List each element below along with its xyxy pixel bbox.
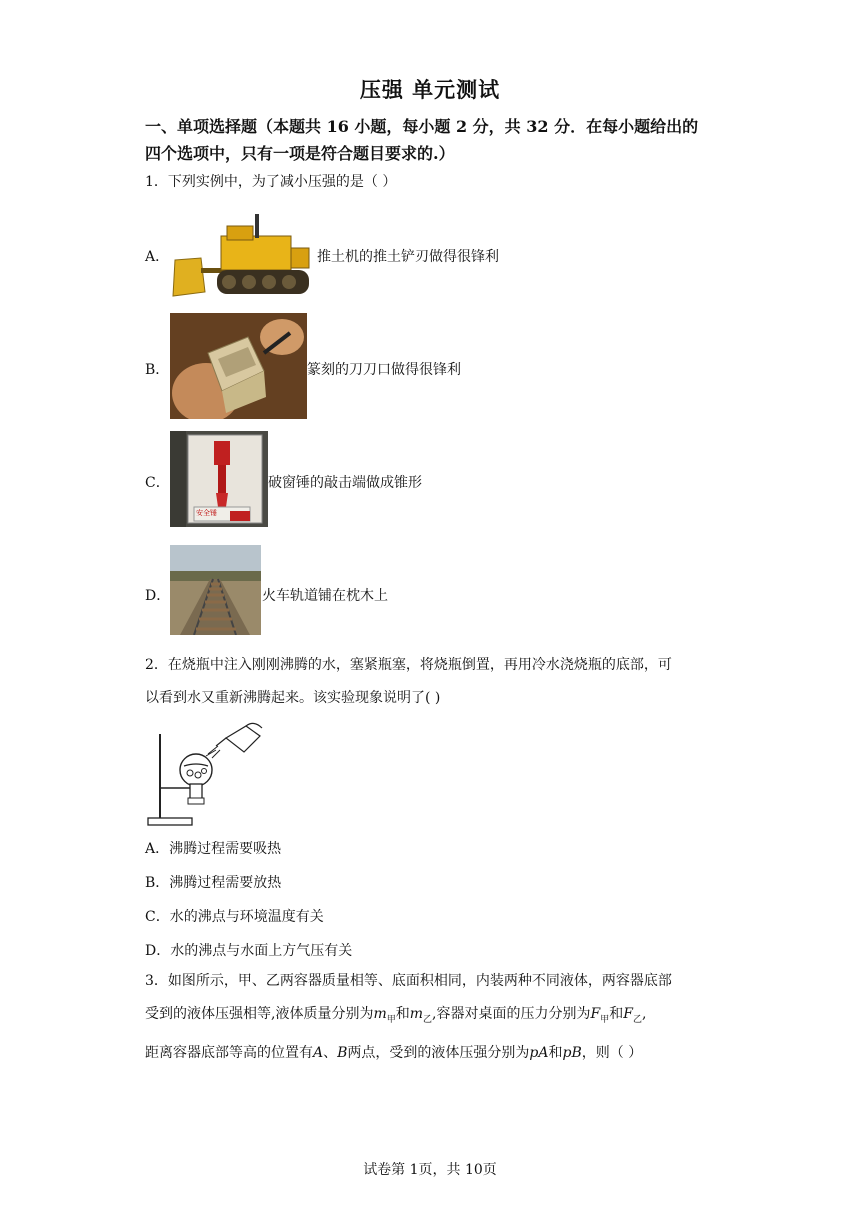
question-3-line2: 受到的液体压强相等,液体质量分别为$m_甲$和$m_乙$,容器对桌面的压力分别为$F_甲$和$F_乙$,	[145, 1006, 647, 1025]
safety-hammer-image	[170, 431, 268, 527]
q1-option-b-label: B．	[145, 362, 170, 378]
q2-option-c-text: 水的沸点与环境温度有关	[169, 909, 324, 925]
q1-option-a-label: A．	[145, 249, 170, 265]
q2-option-d-text: 水的沸点与水面上方气压有关	[170, 943, 353, 959]
safety-hammer-sign: 安全锤	[196, 509, 217, 517]
seal-carving-image	[170, 313, 307, 419]
q1-option-a-text: 推土机的推土铲刃做得很锋利	[317, 249, 499, 265]
q2-option-c	[145, 906, 324, 926]
q2-option-b	[145, 872, 281, 892]
q1-option-d-label: D．	[145, 588, 171, 604]
railway-track-image	[170, 545, 261, 635]
q1-option-c-label: C．	[145, 475, 170, 491]
q2-option-b-label: B．	[145, 875, 170, 891]
question-3-line3: 距离容器底部等高的位置有A、B两点，受到的液体压强分别为pA和pB，则（ ）	[145, 1044, 643, 1061]
section-heading-line1: 一、单项选择题（本题共 16 小题，每小题 2 分，共 32 分．在每小题给出的	[145, 117, 699, 136]
question-3-stem	[145, 965, 725, 1070]
question-2-stem	[145, 649, 725, 715]
page-footer: 试卷第 1页，共 10页	[363, 1162, 497, 1178]
question-1-stem: 1．下列实例中，为了减小压强的是（ ）	[145, 174, 397, 190]
section-heading	[145, 113, 725, 167]
q2-option-d	[145, 940, 352, 960]
q2-option-a-text: 沸腾过程需要吸热	[169, 841, 282, 857]
q1-option-c-text: 破窗锤的敲击端做成锥形	[268, 475, 422, 491]
q1-option-d-text: 火车轨道铺在枕木上	[262, 588, 388, 604]
q2-option-c-label: C．	[145, 909, 170, 925]
bulldozer-image	[171, 208, 317, 300]
q2-option-b-text: 沸腾过程需要放热	[169, 875, 282, 891]
question-3-line1: 3．如图所示，甲、乙两容器质量相等、底面积相同，内装两种不同液体，两容器底部	[145, 973, 672, 989]
question-2-line2: 以看到水又重新沸腾起来。该实验现象说明了( )	[145, 690, 441, 706]
page-title: 压强 单元测试	[359, 77, 501, 102]
q2-option-a	[145, 838, 281, 858]
question-2-line1: 2．在烧瓶中注入刚刚沸腾的水，塞紧瓶塞，将烧瓶倒置，再用冷水浇烧瓶的底部，可	[145, 657, 672, 673]
q1-option-b-text: 篆刻的刀刀口做得很锋利	[307, 362, 461, 378]
q2-option-d-label: D．	[145, 943, 171, 959]
q2-option-a-label: A．	[145, 841, 170, 857]
boiling-flask-diagram	[146, 718, 264, 828]
section-heading-line2: 四个选项中，只有一项是符合题目要求的.）	[145, 144, 455, 163]
